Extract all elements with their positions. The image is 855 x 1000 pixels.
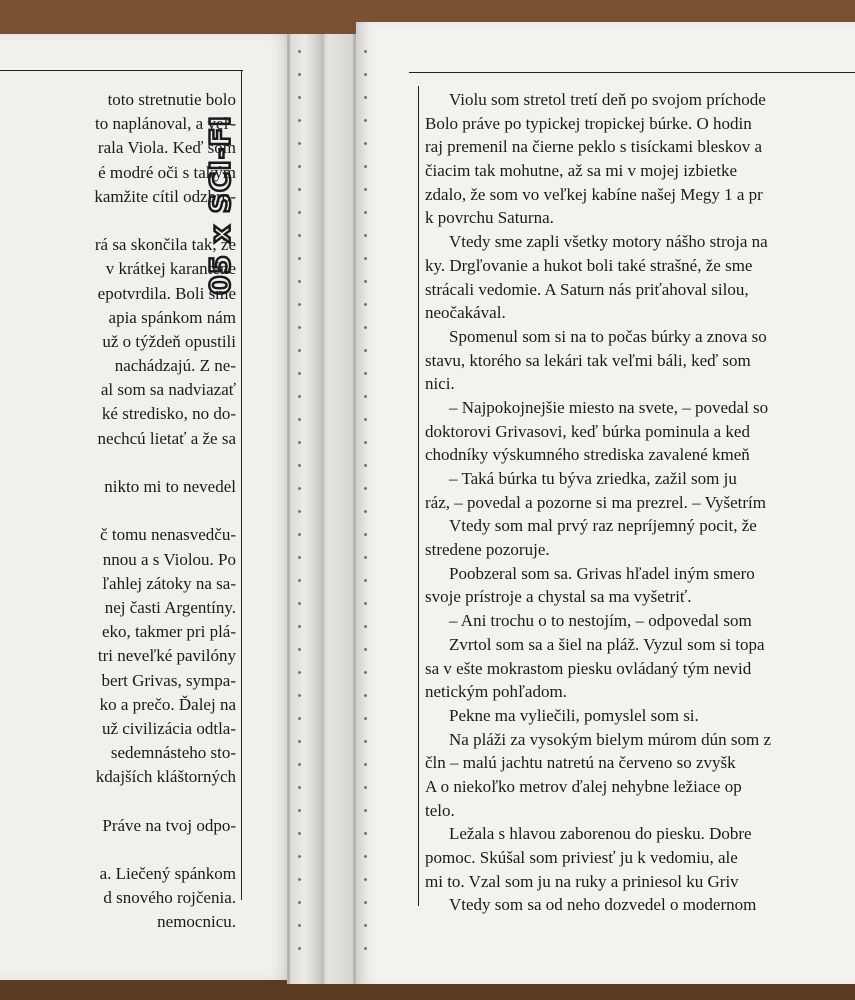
text-line: mi to. Vzal som ju na ruky a priniesol ku Griv [425, 871, 739, 891]
binding-hole [364, 740, 367, 743]
binding-hole [298, 96, 301, 99]
text-line: ké stredisko, no do- [101, 404, 236, 424]
binding-hole [298, 625, 301, 628]
text-line: epotvrdila. Boli sme [97, 283, 236, 303]
binding-hole [298, 671, 301, 674]
binding-hole [364, 257, 367, 260]
text-line: nechcú lietať a že sa [97, 428, 236, 448]
binding-hole [298, 487, 301, 490]
binding-hole [298, 602, 301, 605]
text-line: – Ani trochu o to nestojím, – odpovedal som [449, 611, 752, 631]
binding-hole [364, 142, 367, 145]
binding-hole [298, 740, 301, 743]
text-line: é modré oči s takým [98, 162, 236, 182]
text-line: ko a prečo. Ďalej na [99, 694, 236, 714]
text-line: k povrchu Saturna. [425, 208, 554, 228]
text-line: stredene pozoruje. [425, 540, 550, 560]
binding-hole [364, 372, 367, 375]
binding-hole [364, 303, 367, 306]
binding-hole [298, 924, 301, 927]
binding-hole [364, 694, 367, 697]
right-column-rule [418, 86, 419, 906]
binding-holes-right [364, 50, 368, 970]
binding-hole [364, 211, 367, 214]
text-line: Ležala s hlavou zaborenou do piesku. Dobre [449, 824, 752, 844]
binding-hole [298, 556, 301, 559]
binding-hole [298, 809, 301, 812]
text-line: raj premenil na čierne peklo s tisíckami bleskov a [425, 137, 763, 157]
binding-hole [364, 395, 367, 398]
text-line: doktorovi Grivasovi, keď búrka pominula a ked [425, 421, 750, 441]
text-line: – Najpokojnejšie miesto na svete, – povedal so [449, 397, 769, 417]
binding-hole [364, 119, 367, 122]
text-line: č tomu nenasvedču- [100, 525, 236, 545]
text-line: rá sa skončila tak, že [94, 235, 236, 255]
text-line: – Taká búrka tu býva zriedka, zažil som ju [449, 469, 737, 488]
text-line: netickým pohľadom. [425, 682, 567, 702]
binding-hole [298, 441, 301, 444]
binding-hole [298, 142, 301, 145]
binding-hole [298, 349, 301, 352]
binding-hole [298, 326, 301, 329]
binding-hole [364, 464, 367, 467]
binding-hole [298, 165, 301, 168]
text-line: Bolo práve po typickej tropickej búrke. O hodin [425, 113, 752, 133]
binding-hole [364, 326, 367, 329]
binding-hole [298, 257, 301, 260]
binding-hole [364, 510, 367, 513]
binding-hole [298, 372, 301, 375]
text-line: pomoc. Skúšal som priviesť ju k vedomiu, ale [425, 848, 738, 867]
binding-hole [298, 579, 301, 582]
text-line: ráz, – povedal a pozorne si ma prezrel. – Vyšetrím [425, 492, 766, 512]
text-line: A o niekoľko metrov ďalej nehybne ležiace op [425, 776, 742, 796]
text-line: Violu som stretol tretí deň po svojom príchode [449, 90, 766, 109]
left-column-rule [241, 70, 242, 900]
text-line: nikto mi to nevedel [104, 477, 236, 496]
right-header-rule [409, 72, 855, 73]
right-page-text [425, 88, 855, 917]
text-line: Spomenul som si na to počas búrky a znova so [449, 326, 767, 346]
text-line: Vtedy som mal prvý raz nepríjemný pocit, že [449, 516, 757, 536]
text-line: čln – malú jachtu natretú na červeno so zvyšk [425, 753, 736, 773]
binding-hole [298, 832, 301, 835]
text-line: Práve na tvoj odpo- [102, 815, 236, 835]
binding-hole [298, 947, 301, 950]
binding-hole [298, 119, 301, 122]
text-line: eko, takmer pri plá- [101, 622, 236, 642]
binding-hole [298, 901, 301, 904]
text-line: stavu, ktorého sa lekári tak veľmi báli, keď som [425, 350, 751, 370]
binding-hole [298, 763, 301, 766]
binding-hole [364, 625, 367, 628]
text-line: zdalo, že som vo veľkej kabíne našej Megy 1 a pr [425, 184, 763, 204]
text-line [0, 789, 236, 813]
binding-hole [364, 671, 367, 674]
binding-hole [364, 602, 367, 605]
text-line: nici. [425, 374, 455, 394]
binding-hole [298, 280, 301, 283]
text-line: sa v ešte mokrastom piesku ovládaný tým nevid [425, 658, 752, 678]
text-line: kdajších kláštorných [95, 767, 236, 787]
binding-hole [298, 878, 301, 881]
binding-hole [364, 947, 367, 950]
text-line: už civilizácia odtla- [101, 718, 236, 738]
text-line: čiacim tak mohutne, až sa mi v mojej izbietke [425, 161, 738, 181]
text-line [0, 209, 236, 233]
binding-hole [298, 786, 301, 789]
binding-hole [298, 510, 301, 513]
binding-hole [298, 418, 301, 421]
binding-holes-left [298, 50, 302, 970]
binding-hole [364, 280, 367, 283]
binding-hole [364, 96, 367, 99]
text-line: ľahlej zátoky na sa- [102, 573, 236, 593]
binding-hole [364, 234, 367, 237]
binding-hole [298, 303, 301, 306]
text-line: apia spánkom nám [108, 307, 236, 327]
text-line: kamžite cítil odzbro- [94, 186, 236, 206]
text-line: strácali vedomie. A Saturn nás priťahoval silou, [425, 279, 749, 299]
text-line: Vtedy sme zapli všetky motory nášho stroja na [449, 232, 768, 252]
text-line: telo. [425, 800, 455, 820]
text-line: Pekne ma vyliečili, pomyslel som si. [449, 705, 699, 725]
binding-hole [298, 395, 301, 398]
text-line: Vtedy som sa od neho dozvedel o modernom [449, 895, 757, 915]
text-line: svoje prístroje a chystal sa ma vyšetriť. [425, 587, 692, 607]
binding-hole [364, 901, 367, 904]
running-header-text: 05 x SCI-FI [203, 115, 237, 295]
text-line: v krátkej karanténe [105, 259, 236, 279]
text-line [0, 499, 236, 523]
binding-hole [298, 188, 301, 191]
text-line [0, 838, 236, 862]
binding-hole [364, 349, 367, 352]
text-line: Poobzeral som sa. Grivas hľadel iným smero [449, 563, 755, 583]
spine-fold [321, 34, 324, 984]
binding-hole [364, 441, 367, 444]
text-line: a. Liečený spánkom [99, 864, 236, 883]
text-line: toto stretnutie bolo [107, 90, 236, 109]
binding-hole [364, 648, 367, 651]
binding-hole [298, 211, 301, 214]
binding-hole [298, 73, 301, 76]
binding-hole [364, 786, 367, 789]
text-line: tri neveľké pavilóny [97, 646, 236, 666]
text-line: sedemnásteho sto- [110, 743, 236, 763]
binding-hole [298, 533, 301, 536]
text-line: už o týždeň opustili [102, 331, 236, 351]
binding-hole [364, 165, 367, 168]
text-line: Na pláži za vysokým bielym múrom dún som z [449, 729, 771, 749]
text-line: al som sa nadviazať [100, 380, 236, 400]
binding-hole [364, 73, 367, 76]
binding-hole [298, 648, 301, 651]
text-line: ky. Drgľovanie a hukot boli také strašné, že sme [425, 255, 753, 275]
binding-hole [298, 694, 301, 697]
binding-hole [364, 556, 367, 559]
binding-hole [364, 832, 367, 835]
text-line: to naplánoval, a veľ- [95, 114, 236, 134]
binding-hole [364, 763, 367, 766]
text-line: Zvrtol som sa a šiel na pláž. Vyzul som si topa [449, 634, 765, 654]
text-line: nemocnicu. [157, 912, 236, 932]
binding-hole [364, 878, 367, 881]
text-line: d snového rojčenia. [103, 888, 236, 908]
binding-hole [364, 533, 367, 536]
binding-hole [364, 418, 367, 421]
left-header-rule [0, 70, 243, 71]
binding-hole [364, 855, 367, 858]
binding-hole [364, 717, 367, 720]
binding-hole [298, 717, 301, 720]
spine-edge-left [287, 34, 290, 984]
binding-hole [364, 188, 367, 191]
binding-hole [298, 855, 301, 858]
text-line: nej časti Argentíny. [104, 597, 236, 617]
binding-hole [364, 579, 367, 582]
binding-hole [298, 234, 301, 237]
text-line: chodníky výskumného strediska zavalené kmeň [425, 445, 750, 465]
text-line: bert Grivas, sympa- [101, 670, 236, 690]
binding-hole [298, 50, 301, 53]
text-line: nachádzajú. Z ne- [114, 356, 236, 376]
text-line: rala Viola. Keď som [97, 138, 236, 158]
binding-hole [364, 924, 367, 927]
binding-hole [364, 809, 367, 812]
left-page-text [0, 88, 236, 935]
binding-hole [298, 464, 301, 467]
text-line: neočakával. [425, 303, 506, 323]
binding-hole [364, 50, 367, 53]
text-line [0, 451, 236, 475]
binding-hole [364, 487, 367, 490]
text-line: nnou a s Violou. Po [102, 549, 236, 569]
